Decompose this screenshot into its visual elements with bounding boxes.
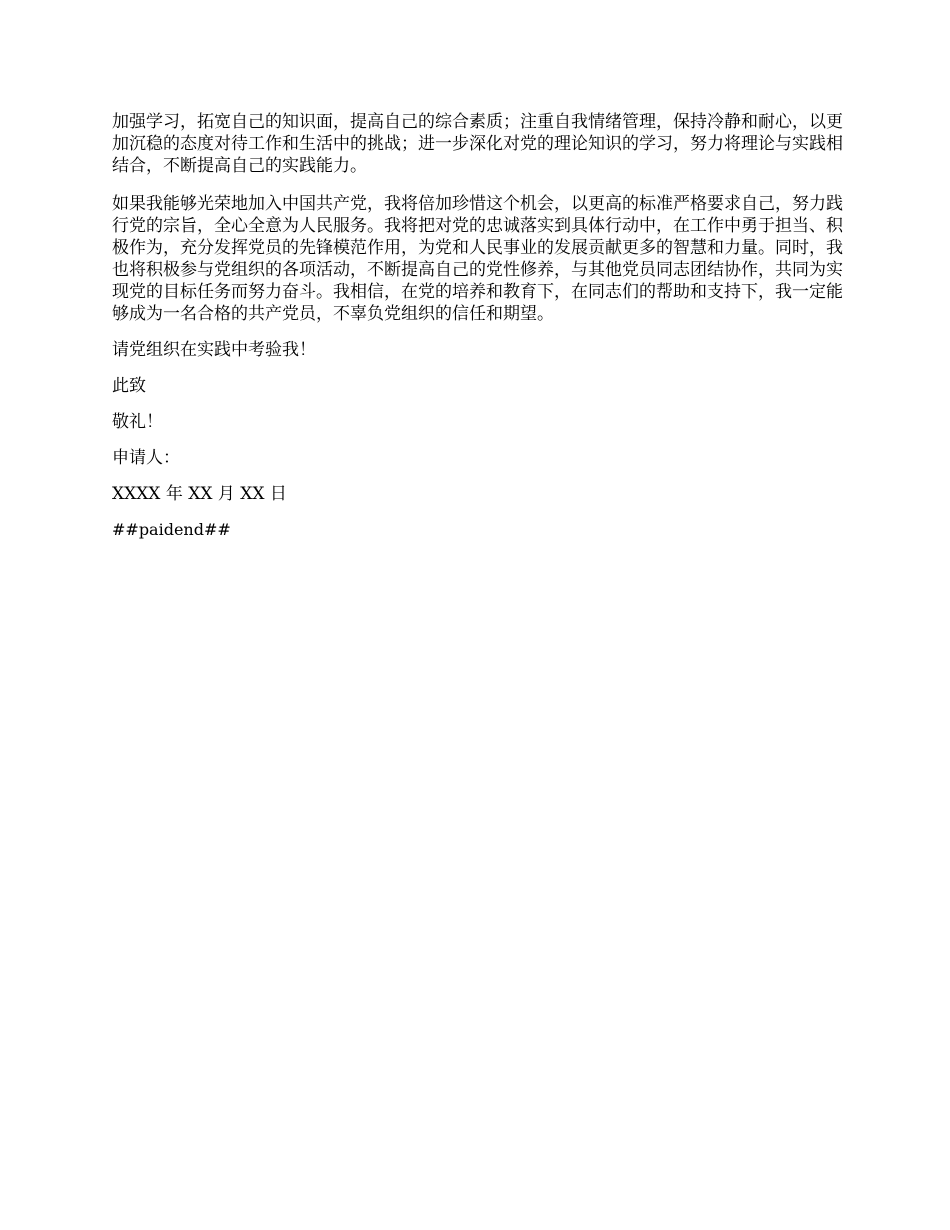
- closing-request: 请党组织在实践中考验我！: [112, 340, 316, 360]
- paragraph-study-plan: 加强学习，拓宽自己的知识面，提高自己的综合素质；注重自我情绪管理，保持冷静和耐心，以更加沉稳的态度对待工作和生活中的挑战；进一步深化对党的理论知识的学习，努力将理论与实践相结合，不断提高自己的实践能力。: [112, 112, 843, 176]
- applicant-label: 申请人：: [112, 448, 180, 468]
- salutation-jingli: 敬礼！: [112, 412, 163, 432]
- application-date: XXXX 年 XX 月 XX 日: [112, 484, 287, 504]
- salutation-cizhi: 此致: [112, 376, 146, 396]
- document-body: [112, 111, 856, 541]
- end-marker: ##paidend##: [112, 520, 231, 539]
- paragraph-commitment: 如果我能够光荣地加入中国共产党，我将倍加珍惜这个机会，以更高的标准严格要求自己，努力践行党的宗旨，全心全意为人民服务。我将把对党的忠诚落实到具体行动中，在工作中勇于担当、积极作为，充分发挥党员的先锋模范作用，为党和人民事业的发展贡献更多的智慧和力量。同时，我也将积极参与党组织的各项活动，不断提高自己的党性修养，与其他党员同志团结协作，共同为实现党的目标任务而努力奋斗。我相信，在党的培养和教育下，在同志们的帮助和支持下，我一定能够成为一名合格的共产党员，不辜负党组织的信任和期望。: [112, 194, 843, 324]
